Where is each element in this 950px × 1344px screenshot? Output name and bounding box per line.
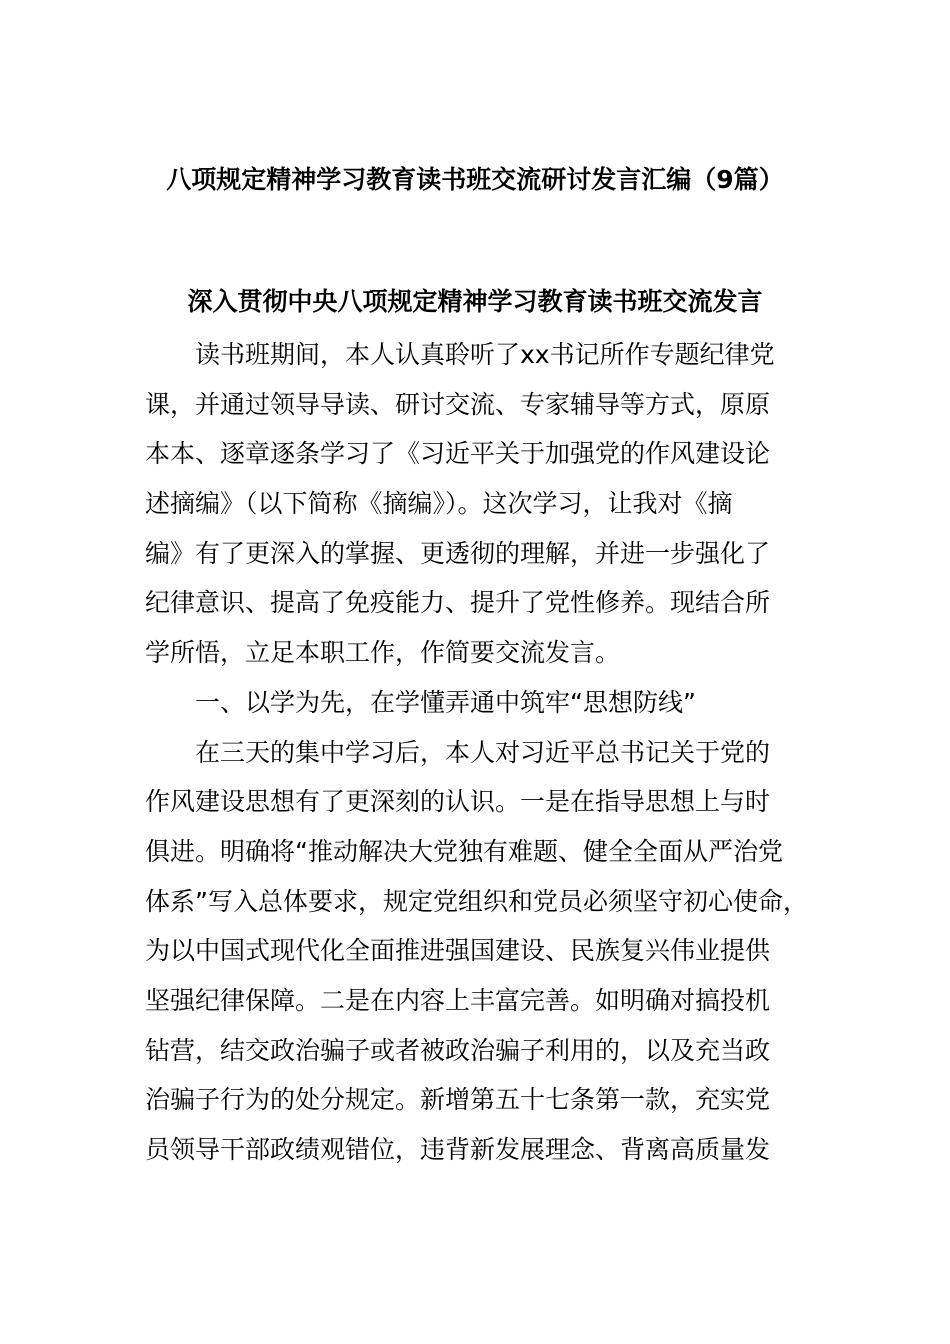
section-title: 深入贯彻中央八项规定精神学习教育读书班交流发言 xyxy=(187,287,763,316)
paragraph-line: 纪律意识、提高了免疫能力、提升了党性修养。现结合所 xyxy=(145,588,771,618)
body-text xyxy=(145,330,835,1175)
paragraph-line: 作风建设思想有了更深刻的认识。一是在指导思想上与时 xyxy=(145,787,771,817)
document-title: 八项规定精神学习教育读书班交流研讨发言汇编（9篇） xyxy=(166,165,784,194)
paragraph-line: 为以中国式现代化全面推进强国建设、民族复兴伟业提供 xyxy=(145,936,771,966)
subheading-line: 一、以学为先，在学懂弄通中筑牢“思想防线” xyxy=(195,687,696,717)
paragraph-line: 在三天的集中学习后，本人对习近平总书记关于党的 xyxy=(195,737,771,767)
paragraph-line: 述摘编》（以下简称《摘编》）。这次学习，让我对《摘 xyxy=(145,489,733,519)
paragraph-line: 本本、逐章逐条学习了《习近平关于加强党的作风建设论 xyxy=(145,439,771,469)
paragraph-line: 俱进。明确将“推动解决大党独有难题、健全全面从严治党 xyxy=(145,836,783,866)
paragraph-line: 坚强纪律保障。二是在内容上丰富完善。如明确对搞投机 xyxy=(145,985,771,1015)
paragraph-line: 员领导干部政绩观错位，违背新发展理念、背离高质量发 xyxy=(145,1135,771,1164)
paragraph-line: 体系”写入总体要求，规定党组织和党员必须坚守初心使命， xyxy=(145,886,808,916)
paragraph-line: 课，并通过领导导读、研讨交流、专家辅导等方式，原原 xyxy=(145,389,771,419)
paragraph-line: 钻营，结交政治骗子或者被政治骗子利用的，以及充当政 xyxy=(145,1035,771,1065)
paragraph-line: 编》有了更深入的掌握、更透彻的理解，并进一步强化了 xyxy=(145,538,771,568)
paragraph-line: 治骗子行为的处分规定。新增第五十七条第一款，充实党 xyxy=(145,1085,771,1115)
paragraph-line: 学所悟，立足本职工作，作简要交流发言。 xyxy=(145,638,621,668)
paragraph-line: 读书班期间，本人认真聆听了xx书记所作专题纪律党 xyxy=(195,340,775,369)
